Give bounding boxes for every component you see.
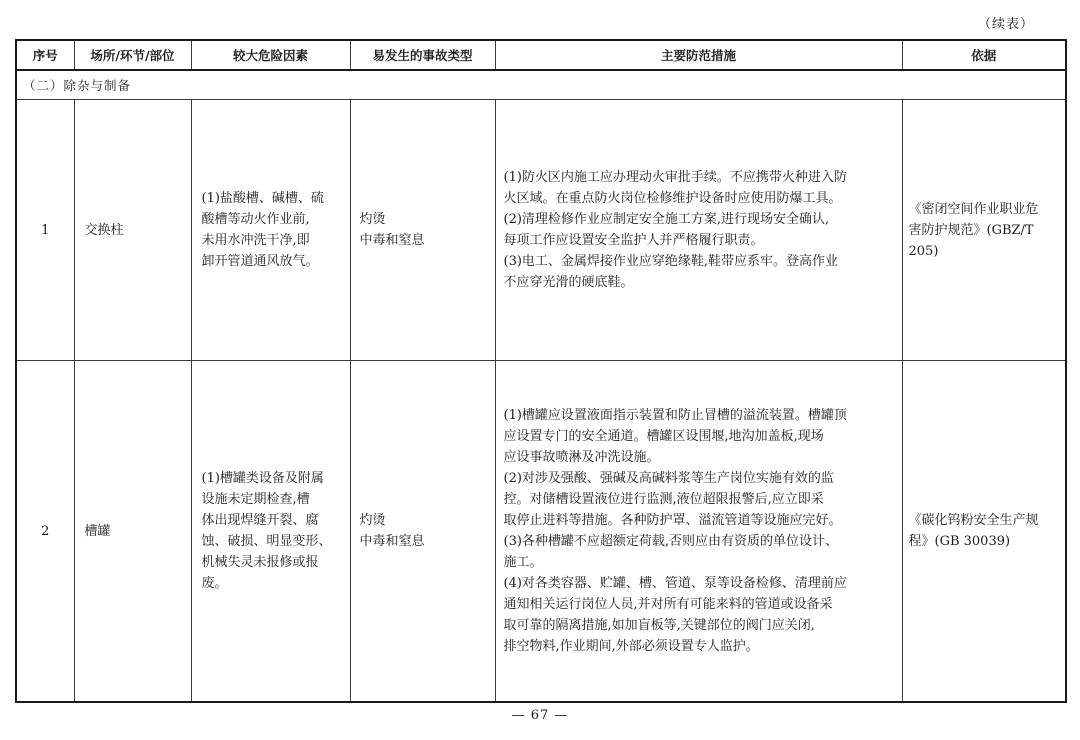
accident-type: 灼烫 (359, 212, 386, 227)
measure-line: 通知相关运行岗位人员,并对所有可能来料的管道或设备采 (503, 597, 833, 612)
header-place: 场所/环节/部位 (74, 40, 191, 70)
header-number: 序号 (16, 40, 74, 70)
measure-line: 火区域。在重点防火岗位检修维护设备时应使用防爆工具。 (503, 191, 842, 206)
header-basis: 依据 (902, 40, 1066, 70)
accident-type: 中毒和窒息 (359, 534, 425, 549)
hazard-line: (1)槽罐类设备及附属 (201, 471, 324, 486)
header-hazard: 较大危险因素 (191, 40, 350, 70)
basis-line: 《密闭空间作业职业危 (908, 201, 1039, 217)
accident-type: 中毒和窒息 (359, 233, 425, 248)
table-header-row (16, 40, 1066, 70)
measure-line: (3)电工、金属焊接作业应穿绝缘鞋,鞋带应系牢。登高作业 (503, 254, 839, 269)
row-accident-types (350, 100, 495, 361)
measure-line: 不应穿光滑的硬底鞋。 (503, 275, 634, 290)
hazard-line: 卸开管道通风放气。 (201, 254, 319, 269)
measure-line: (2)清理检修作业应制定安全施工方案,进行现场安全确认, (503, 212, 830, 227)
hazard-line: 体出现焊缝开裂、腐 (201, 513, 319, 528)
accident-type: 灼烫 (359, 513, 386, 528)
basis-line: 程》(GB 30039) (908, 534, 1011, 549)
measure-line: 应设事故喷淋及冲洗设施。 (503, 450, 660, 465)
measure-line: 排空物料,作业期间,外部必须设置专人监护。 (503, 639, 759, 654)
header-measures: 主要防范措施 (495, 40, 902, 70)
section-row (16, 70, 1066, 100)
section-title: （二）除杂与制备 (16, 70, 1066, 100)
hazard-line: 酸槽等动火作业前, (201, 212, 310, 227)
hazard-line: 蚀、破损、明显变形、 (201, 534, 332, 549)
hazard-line: 未用水冲洗干净,即 (201, 233, 310, 248)
basis-line: 《碳化钨粉安全生产规 (908, 513, 1039, 528)
row-measures (495, 100, 902, 361)
measure-line: 取可靠的隔离措施,如加盲板等,关键部位的阀门应关闭, (503, 618, 815, 633)
row-number: 2 (16, 361, 74, 703)
measure-line: 控。对储槽设置液位进行监测,液位超限报警后,应立即采 (503, 492, 824, 507)
row-place: 槽罐 (74, 361, 191, 703)
row-hazard (191, 100, 350, 361)
header-accident-type: 易发生的事故类型 (350, 40, 495, 70)
row-accident-types (350, 361, 495, 703)
basis-line: 害防护规范》(GBZ/T (908, 222, 1034, 238)
measure-line: (3)各种槽罐不应超额定荷载,否则应由有资质的单位设计、 (503, 534, 839, 549)
page-number: — 67 — (511, 708, 569, 723)
table-row (16, 361, 1066, 703)
measure-line: (1)防火区内施工应办理动火审批手续。不应携带火种进入防 (503, 170, 847, 185)
hazard-table (15, 39, 1067, 703)
basis-line: 205) (908, 243, 939, 259)
measure-line: (1)槽罐应设置液面指示装置和防止冒槽的溢流装置。槽罐顶 (503, 408, 847, 423)
row-hazard (191, 361, 350, 703)
hazard-line: 设施未定期检查,槽 (201, 492, 310, 507)
measure-line: (4)对各类容器、贮罐、槽、管道、泵等设备检修、清理前应 (503, 576, 847, 591)
continued-label: （续表） (977, 17, 1034, 32)
hazard-line: (1)盐酸槽、碱槽、硫 (201, 191, 324, 206)
measure-line: 应设置专门的安全通道。槽罐区设围堰,地沟加盖板,现场 (503, 429, 824, 444)
hazard-line: 机械失灵未报修或报 (201, 555, 319, 570)
hazard-line: 废。 (201, 576, 228, 591)
measure-line: 施工。 (503, 555, 543, 570)
measure-line: 取停止进料等措施。各种防护罩、溢流管道等设施应完好。 (503, 513, 842, 528)
row-place: 交换柱 (74, 100, 191, 361)
table-row (16, 100, 1066, 361)
measure-line: (2)对涉及强酸、强碱及高碱料浆等生产岗位实施有效的监 (503, 471, 834, 486)
row-measures (495, 361, 902, 703)
row-basis (902, 361, 1066, 703)
row-number: 1 (16, 100, 74, 361)
row-basis (902, 100, 1066, 361)
measure-line: 每项工作应设置安全监护人并严格履行职责。 (503, 233, 764, 248)
